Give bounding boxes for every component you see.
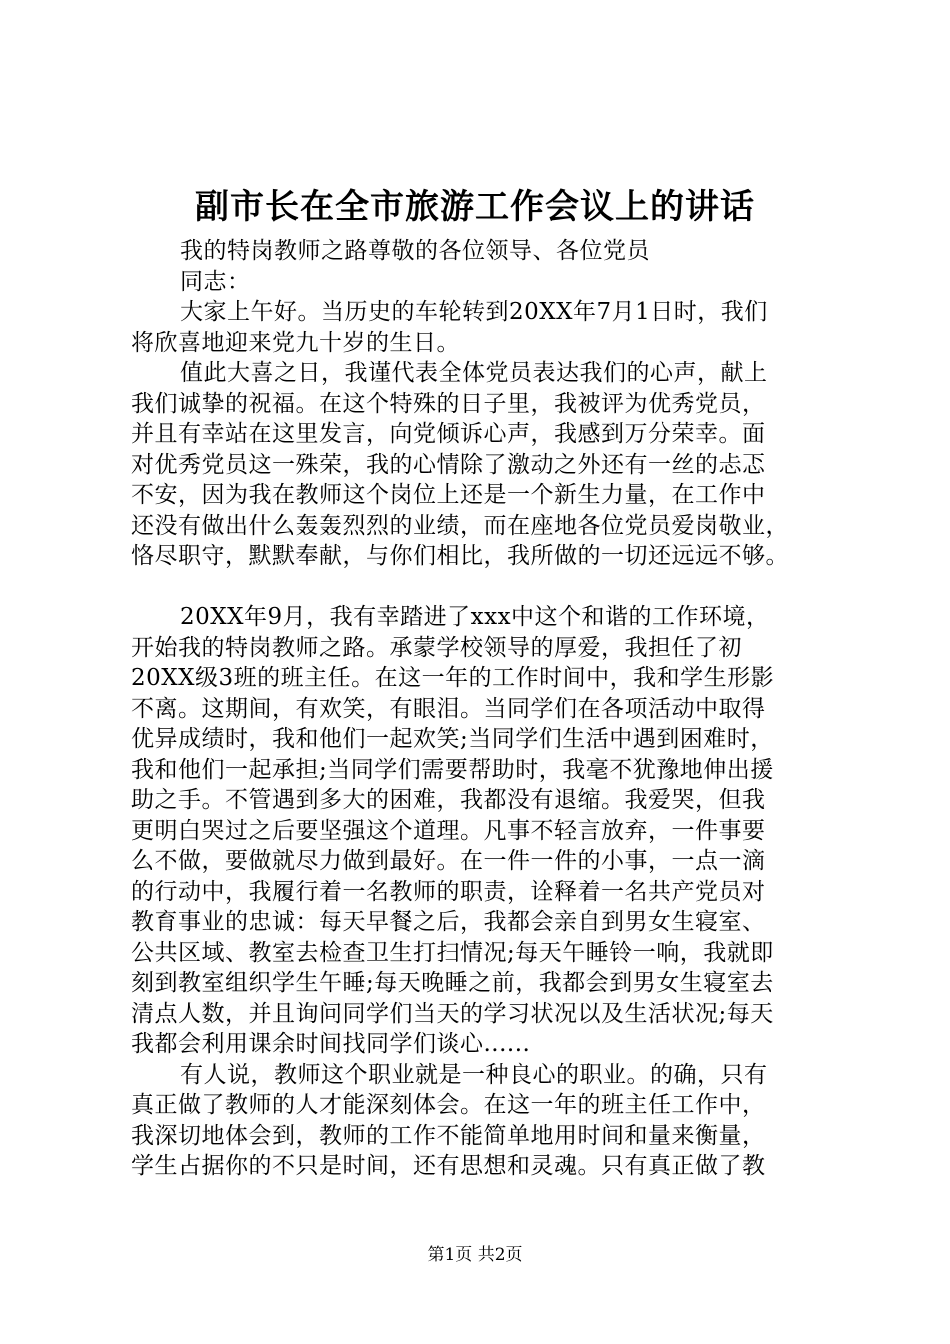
body-line: 20XX年9月，我有幸踏进了xxx中这个和谐的工作环境，	[180, 604, 770, 630]
document-body	[131, 236, 843, 1182]
body-line: 值此大喜之日，我谨代表全体党员表达我们的心声，献上	[180, 360, 768, 386]
body-line: 真正做了教师的人才能深刻体会。在这一年的班主任工作中，	[131, 1092, 766, 1118]
body-line: 大家上午好。当历史的车轮转到20XX年7月1日时，我们	[180, 299, 768, 325]
body-line: 我和他们一起承担;当同学们需要帮助时，我毫不犹豫地伸出援	[131, 756, 774, 783]
body-line: 教育事业的忠诚：每天早餐之后，我都会亲自到男女生寝室、	[131, 909, 766, 935]
body-line: 公共区域、教室去检查卫生打扫情况;每天午睡铃一响，我就即	[131, 939, 774, 966]
body-line: 将欣喜地迎来党九十岁的生日。	[131, 329, 460, 356]
body-line: 我的特岗教师之路尊敬的各位领导、各位党员	[180, 238, 650, 264]
body-line: 同志：	[180, 268, 251, 295]
body-line: 我都会利用课余时间找同学们谈心......	[131, 1031, 531, 1057]
paragraph-gap	[131, 572, 843, 603]
body-line: 恪尽职守，默默奉献，与你们相比，我所做的一切还远远不够。	[131, 543, 789, 569]
body-line: 助之手。不管遇到多大的困难，我都没有退缩。我爱哭，但我	[131, 787, 766, 813]
body-line: 不离。这期间，有欢笑，有眼泪。当同学们在各项活动中取得	[131, 695, 766, 722]
body-line: 不安，因为我在教师这个岗位上还是一个新生力量，在工作中	[131, 482, 766, 508]
body-line: 的行动中，我履行着一名教师的职责，诠释着一名共产党员对	[131, 878, 766, 905]
document-title: 副市长在全市旅游工作会议上的讲话	[195, 187, 755, 227]
body-line: 20XX级3班的班主任。在这一年的工作时间中，我和学生形影	[131, 665, 775, 691]
body-line: 更明白哭过之后要坚强这个道理。凡事不轻言放弃，一件事要	[131, 817, 766, 844]
body-line: 刻到教室组织学生午睡;每天晚睡之前，我都会到男女生寝室去	[131, 970, 774, 996]
body-line: 还没有做出什么轰轰烈烈的业绩，而在座地各位党员爱岗敬业，	[131, 512, 789, 539]
body-line: 学生占据你的不只是时间，还有思想和灵魂。只有真正做了教	[131, 1153, 766, 1179]
body-line: 开始我的特岗教师之路。承蒙学校领导的厚爱，我担任了初	[131, 634, 742, 661]
body-line: 我们诚挚的祝福。在这个特殊的日子里，我被评为优秀党员，	[131, 390, 766, 417]
body-line: 对优秀党员这一殊荣，我的心情除了激动之外还有一丝的忐忑	[131, 451, 766, 478]
body-line: 么不做，要做就尽力做到最好。在一件一件的小事，一点一滴	[131, 848, 766, 874]
body-line: 有人说，教师这个职业就是一种良心的职业。的确，只有	[180, 1061, 768, 1088]
body-line: 并且有幸站在这里发言，向党倾诉心声，我感到万分荣幸。面	[131, 421, 766, 447]
body-line: 清点人数，并且询问同学们当天的学习状况以及生活状况;每天	[131, 1000, 774, 1027]
body-line: 我深切地体会到，教师的工作不能简单地用时间和量来衡量，	[131, 1122, 766, 1149]
body-line: 优异成绩时，我和他们一起欢笑;当同学们生活中遇到困难时，	[131, 726, 774, 752]
page-footer: 第1页 共2页	[427, 1245, 523, 1265]
